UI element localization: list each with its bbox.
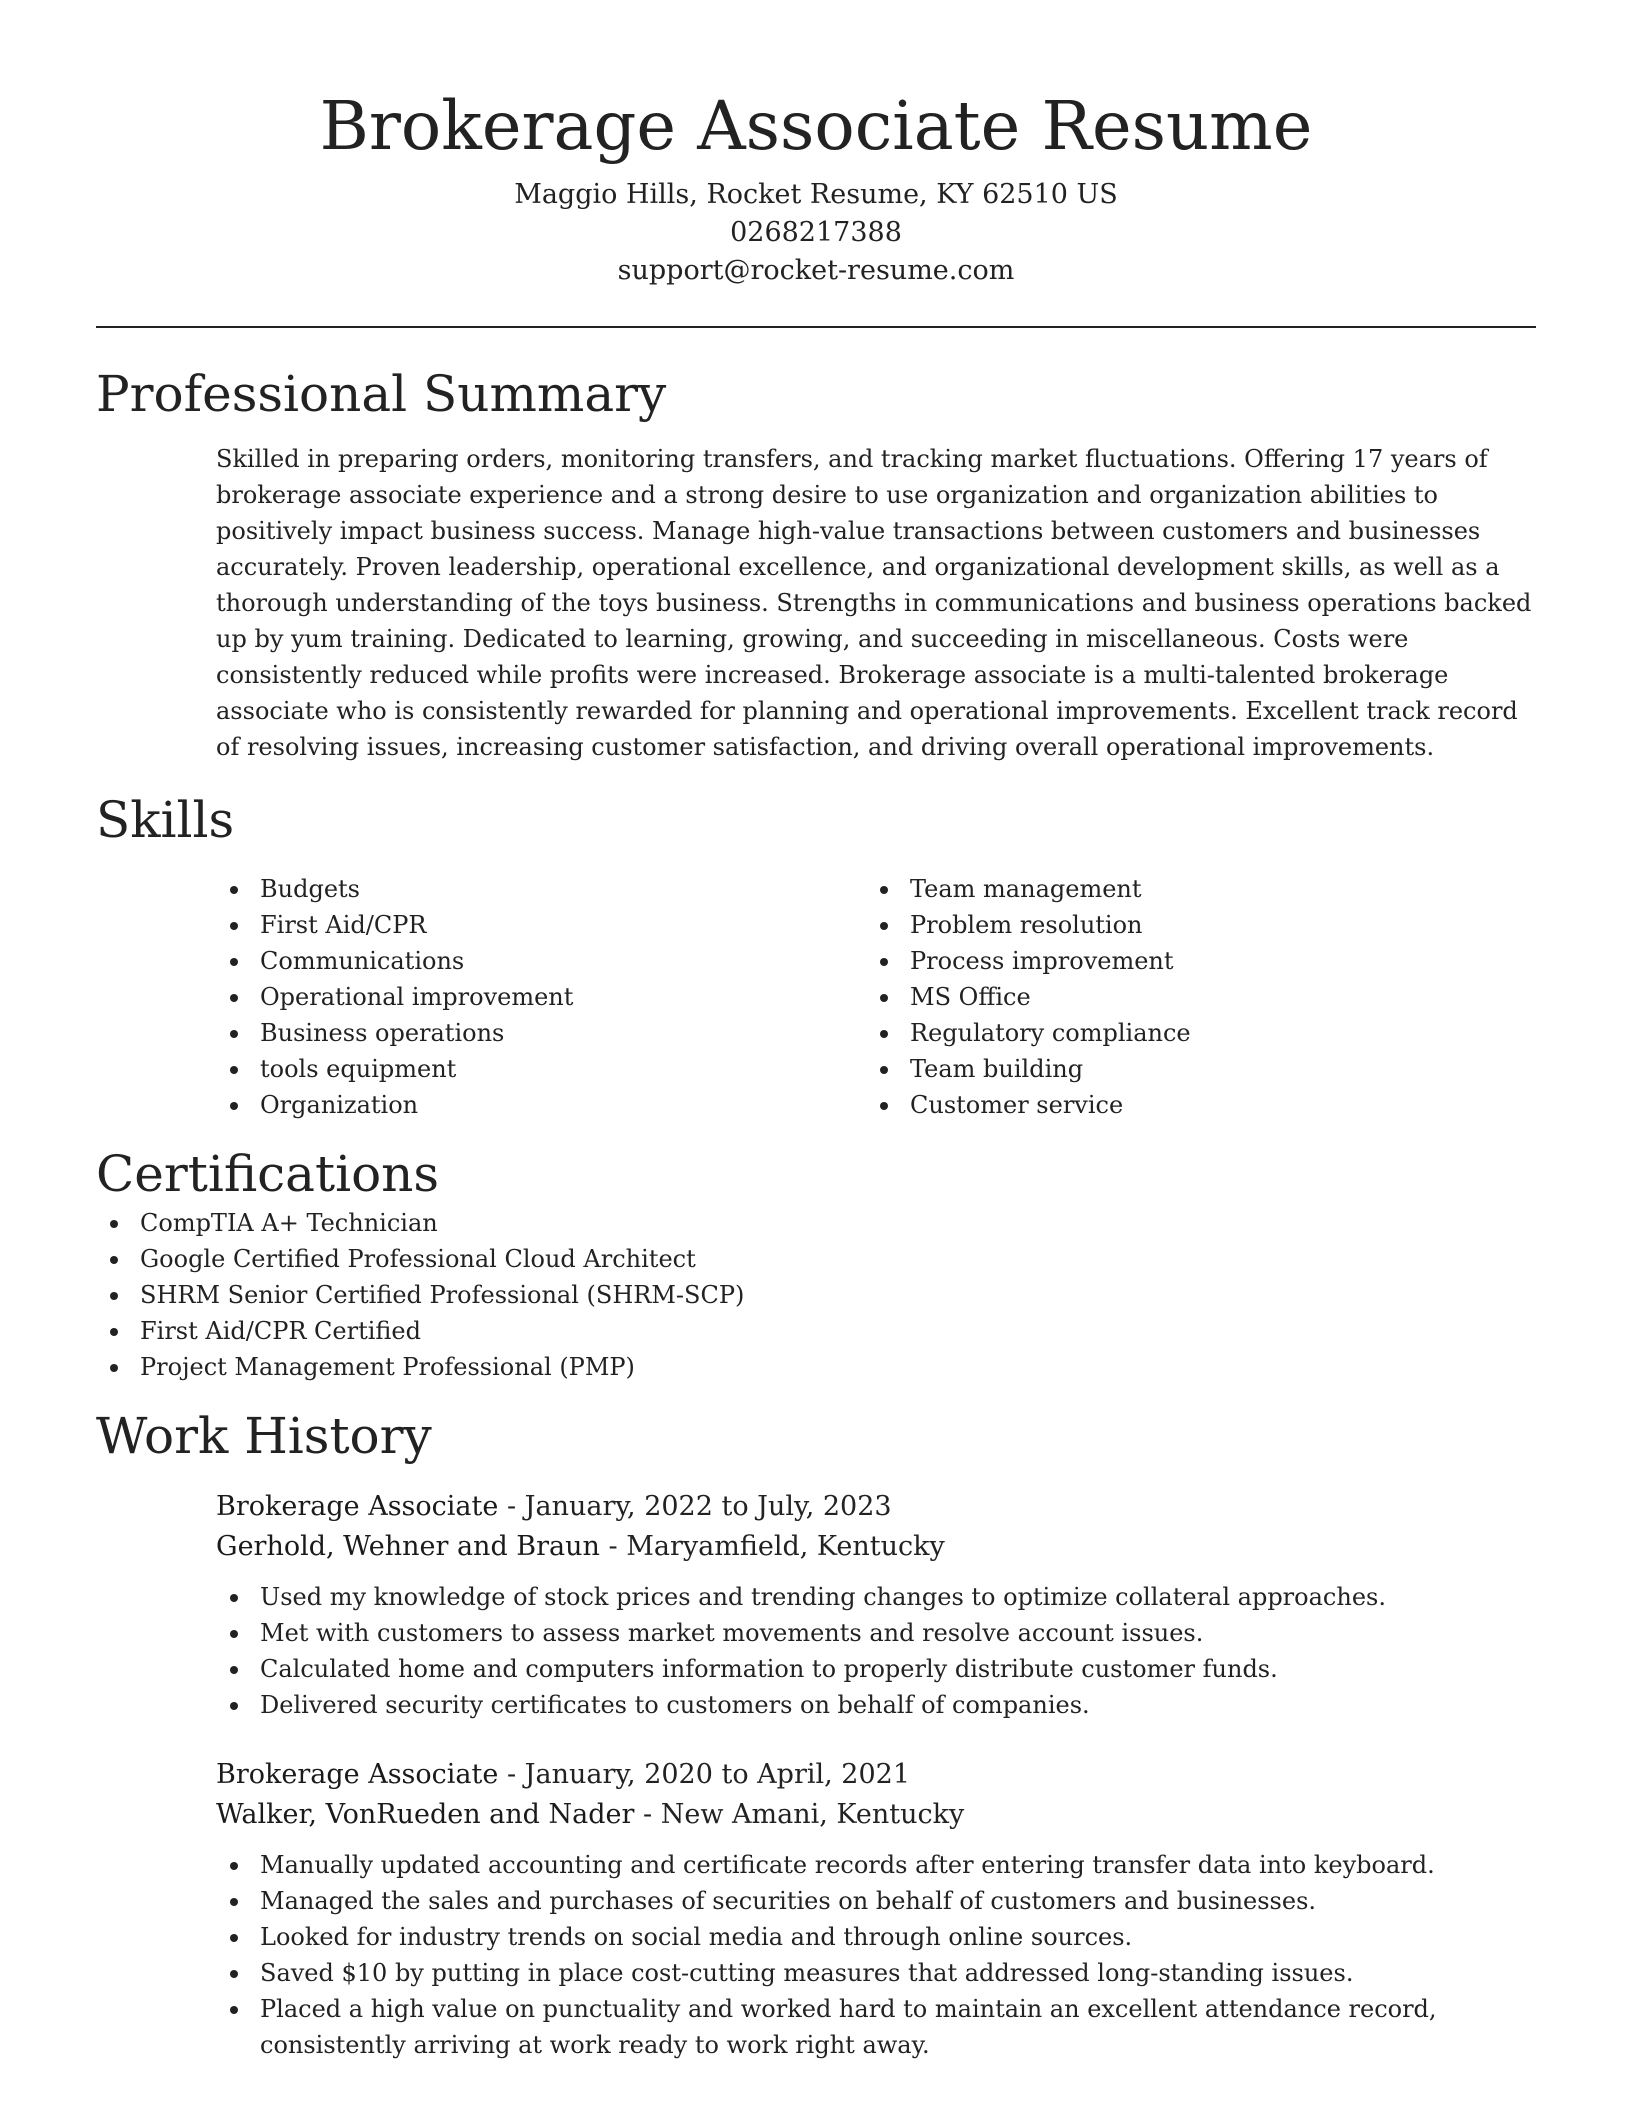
contact-phone: 0268217388	[730, 217, 902, 248]
job-company: Gerhold, Wehner and Braun	[216, 1531, 600, 1562]
summary-text: Skilled in preparing orders, monitoring transfers, and tracking market fluctuations. Offering 17 years of brokerage associate experience and a strong desire to use organization and organization abilities to positively impact business success. Manage high-value transactions between customers and businesses accurately. Proven leadership, operational excellence, and organizational development skills, as well as a thorough understanding of the toys business. Strengths in communications and business operations backed up by yum training. Dedicated to learning, growing, and succeeding in miscellaneous. Costs were consistently reduced while profits were increased. Brokerage associate is a multi-talented brokerage associate who is consistently rewarded for planning and operational improvements. Excellent track record of resolving issues, increasing customer satisfaction, and driving overall operational improvements.	[216, 445, 1532, 761]
certification-item: Google Certified Professional Cloud Architect	[96, 1241, 1536, 1277]
certifications-heading: Certifications	[96, 1145, 440, 1203]
summary-heading: Professional Summary	[96, 365, 667, 423]
job-duty-item: Calculated home and computers information to properly distribute customer funds.	[216, 1651, 1540, 1687]
job-title: Brokerage Associate	[216, 1491, 499, 1522]
work-history-heading: Work History	[96, 1407, 432, 1465]
skills-list	[96, 871, 1536, 1123]
job-entry	[216, 1487, 1536, 1723]
job-duty-item: Managed the sales and purchases of securities on behalf of customers and businesses.	[216, 1883, 1540, 1919]
job-company-line	[216, 1527, 1536, 1567]
skills-column-right	[866, 871, 1466, 1123]
skill-item: Team management	[866, 871, 1466, 907]
job-duty-item: Manually updated accounting and certificate records after entering transfer data into keyboard.	[216, 1847, 1540, 1883]
resume-title: Brokerage Associate Resume	[319, 87, 1313, 165]
skill-item: Communications	[216, 943, 866, 979]
skill-item: First Aid/CPR	[216, 907, 866, 943]
resume-page	[96, 0, 1536, 2063]
skills-column-left	[216, 871, 866, 1123]
separator: -	[608, 1531, 627, 1562]
certification-item: First Aid/CPR Certified	[96, 1313, 1536, 1349]
job-duties	[216, 1579, 1536, 1723]
certification-item: CompTIA A+ Technician	[96, 1205, 1536, 1241]
job-title-line	[216, 1755, 1536, 1795]
job-location: Maryamfield, Kentucky	[626, 1531, 945, 1562]
job-company-line	[216, 1795, 1536, 1835]
certification-item: SHRM Senior Certified Professional (SHRM-SCP)	[96, 1277, 1536, 1313]
skill-item: Process improvement	[866, 943, 1466, 979]
separator: -	[643, 1799, 661, 1830]
skill-item: Budgets	[216, 871, 866, 907]
skill-item: Business operations	[216, 1015, 866, 1051]
job-dates: January, 2022 to July, 2023	[524, 1491, 892, 1522]
job-duties	[216, 1847, 1536, 2063]
skill-item: tools equipment	[216, 1051, 866, 1087]
contact-address: Maggio Hills, Rocket Resume, KY 62510 US	[514, 179, 1118, 210]
certifications-list	[96, 1205, 1536, 1385]
header-divider	[96, 326, 1536, 328]
certification-item: Project Management Professional (PMP)	[96, 1349, 1536, 1385]
separator: -	[506, 1491, 525, 1522]
contact-email: support@rocket-resume.com	[617, 255, 1015, 286]
job-duty-item: Saved $10 by putting in place cost-cutting measures that addressed long-standing issues.	[216, 1955, 1540, 1991]
job-dates: January, 2020 to April, 2021	[524, 1759, 911, 1790]
skill-item: MS Office	[866, 979, 1466, 1015]
job-location: New Amani, Kentucky	[660, 1799, 965, 1830]
contact-info	[96, 176, 1536, 290]
skills-heading: Skills	[96, 791, 235, 849]
separator: -	[506, 1759, 525, 1790]
skill-item: Organization	[216, 1087, 866, 1123]
job-duty-item: Placed a high value on punctuality and worked hard to maintain an excellent attendance record, consistently arriving at work ready to work right away.	[216, 1991, 1540, 2063]
job-duty-item: Met with customers to assess market movements and resolve account issues.	[216, 1615, 1540, 1651]
skill-item: Team building	[866, 1051, 1466, 1087]
job-entry	[216, 1755, 1536, 2063]
job-title-line	[216, 1487, 1536, 1527]
skill-item: Problem resolution	[866, 907, 1466, 943]
skill-item: Customer service	[866, 1087, 1466, 1123]
skill-item: Regulatory compliance	[866, 1015, 1466, 1051]
job-duty-item: Looked for industry trends on social media and through online sources.	[216, 1919, 1540, 1955]
job-duty-item: Delivered security certificates to customers on behalf of companies.	[216, 1687, 1540, 1723]
job-company: Walker, VonRueden and Nader	[216, 1799, 635, 1830]
job-title: Brokerage Associate	[216, 1759, 499, 1790]
skill-item: Operational improvement	[216, 979, 866, 1015]
job-duty-item: Used my knowledge of stock prices and trending changes to optimize collateral approaches.	[216, 1579, 1540, 1615]
